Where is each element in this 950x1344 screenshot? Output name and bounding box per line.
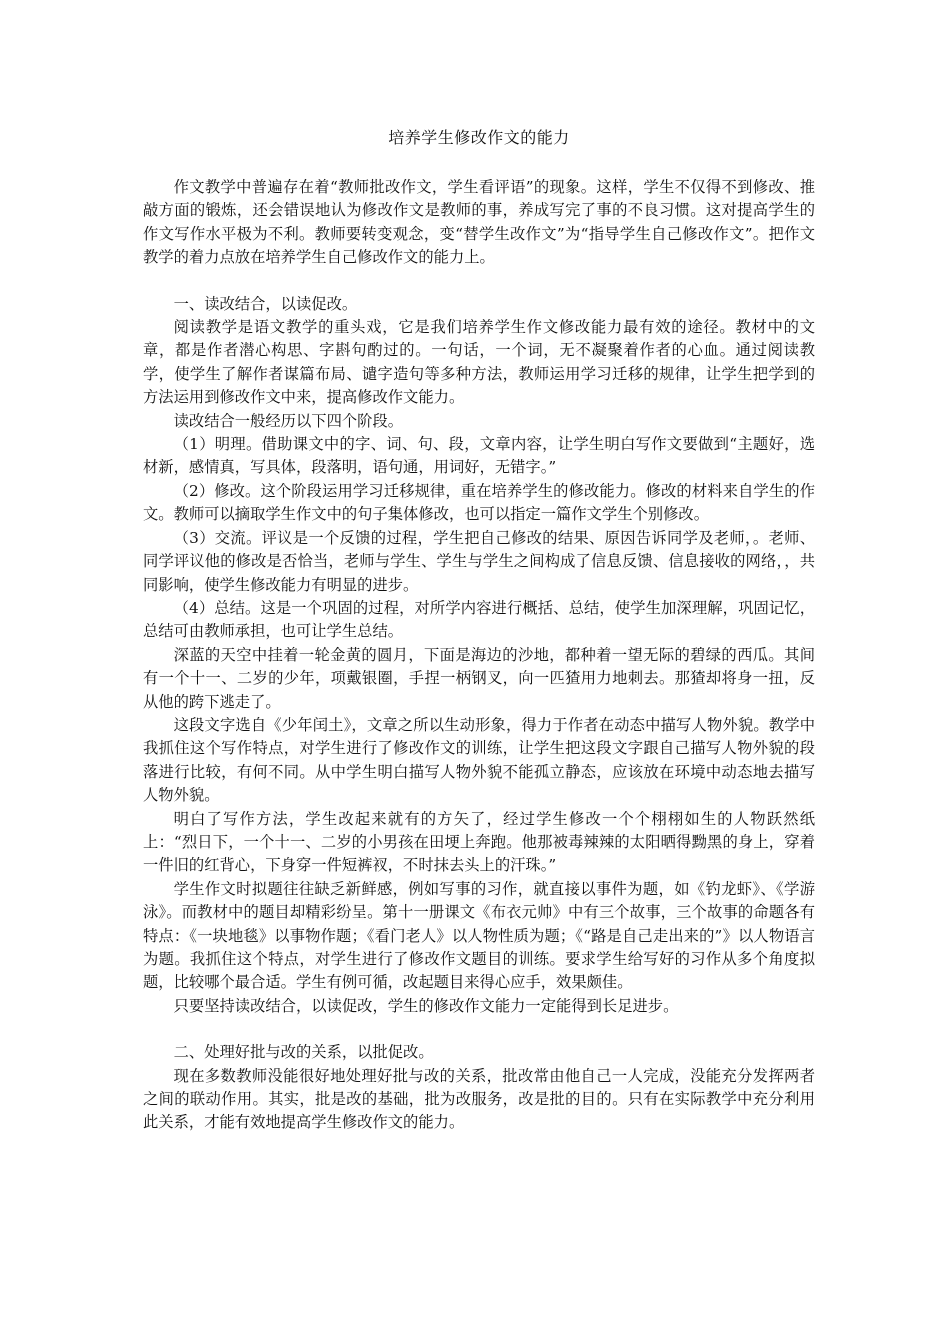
section-1-paragraph: 这段文字选自《少年闰土》，文章之所以生动形象，得力于作者在动态中描写人物外貌。教学中我抓住这个写作特点，对学生进行了修改作文的训练，让学生把这段文字跟自己描写人物外貌的段落进行比较，有何不同。从中学生明白描写人物外貌不能孤立静态，应该放在环境中动态地去描写人物外貌。 bbox=[143, 715, 815, 805]
document-title: 培养学生修改作文的能力 bbox=[388, 128, 570, 147]
section-1-paragraph: 学生作文时拟题往往缺乏新鲜感，例如写事的习作，就直接以事件为题，如《钓龙虾》、《学游泳》。而教材中的题目却精彩纷呈。第十一册课文《布衣元帅》中有三个故事，三个故事的命题各有特点：《一块地毯》以事物作题；《看门老人》以人物性质为题；《“路是自己走出来的”》以人物语言为题。我抓住这个特点，对学生进行了修改作文题目的训练。要求学生给写好的习作从多个角度拟题，比较哪个最合适。学生有例可循，改起题目来得心应手，效果颇佳。 bbox=[143, 879, 815, 992]
section-2-heading: 二、处理好批与改的关系，以批促改。 bbox=[173, 1043, 434, 1062]
section-1-paragraph: 明白了写作方法，学生改起来就有的方矢了，经过学生修改一个个栩栩如生的人物跃然纸上：“烈日下，一个十一、二岁的小男孩在田埂上奔跑。他那被毒辣辣的太阳晒得黝黑的身上，穿着一件旧的红背心，下身穿一件短裤衩，不时抹去头上的汗珠。” bbox=[143, 809, 815, 875]
spacer bbox=[143, 1018, 815, 1041]
intro-paragraph: 作文教学中普遍存在着“教师批改作文，学生看评语”的现象。这样，学生不仅得不到修改、推敲方面的锻炼，还会错误地认为修改作文是教师的事，养成写完了事的不良习惯。这对提高学生的作文写作水平极为不利。教师要转变观念，变“替学生改作文”为“指导学生自己修改作文”。把作文教学的着力点放在培养学生自己修改作文的能力上。 bbox=[143, 178, 815, 267]
section-1-paragraph: 阅读教学是语文教学的重头戏，它是我们培养学生作文修改能力最有效的途径。教材中的文章，都是作者潜心构思、字斟句酌过的。一句话，一个词，无不凝聚着作者的心血。通过阅读教学，使学生了解作者谋篇布局、谴字造句等多种方法，教师运用学习迁移的规律，让学生把学到的方法运用到修改作文中来，提高修改作文能力。 bbox=[143, 318, 815, 407]
section-1-paragraph: （1）明理。借助课文中的字、词、句、段，文章内容，让学生明白写作文要做到“主题好，选材新，感情真，写具体，段落明，语句通，用词好，无错字。” bbox=[143, 435, 815, 477]
section-1-heading: 一、读改结合，以读促改。 bbox=[173, 294, 358, 313]
section-1-paragraph: 读改结合一般经历以下四个阶段。 bbox=[173, 411, 404, 430]
spacer bbox=[143, 270, 815, 293]
section-1-paragraph: （2）修改。这个阶段运用学习迁移规律，重在培养学生的修改能力。修改的材料来自学生的作文。教师可以摘取学生作文中的句子集体修改，也可以指定一篇作文学生个别修改。 bbox=[143, 481, 815, 524]
document-page bbox=[143, 128, 815, 1135]
section-1-paragraph: 只要坚持读改结合，以读促改，学生的修改作文能力一定能得到长足进步。 bbox=[173, 996, 679, 1015]
section-1-paragraph: （4）总结。这是一个巩固的过程，对所学内容进行概括、总结，使学生加深理解，巩固记忆，总结可由教师承担，也可让学生总结。 bbox=[143, 598, 815, 641]
section-1-paragraph: （3）交流。评议是一个反馈的过程，学生把自己修改的结果、原因告诉同学及老师，。老师、同学评议他的修改是否恰当，老师与学生、学生与学生之间构成了信息反馈、信息接收的网络，，共同影响，使学生修改能力有明显的进步。 bbox=[143, 528, 815, 594]
section-2-paragraph: 现在多数教师没能很好地处理好批与改的关系，批改常由他自己一人完成，没能充分发挥两者之间的联动作用。其实，批是改的基础，批为改服务，改是批的目的。只有在实际教学中充分利用此关系，才能有效地提高学生修改作文的能力。 bbox=[143, 1066, 815, 1132]
section-1-paragraph: 深蓝的天空中挂着一轮金黄的圆月，下面是海边的沙地，都种着一望无际的碧绿的西瓜。其间有一个十一、二岁的少年，项戴银圈，手捏一柄钢叉，向一匹猹用力地刺去。那猹却将身一扭，反从他的跨下逃走了。 bbox=[143, 645, 815, 711]
